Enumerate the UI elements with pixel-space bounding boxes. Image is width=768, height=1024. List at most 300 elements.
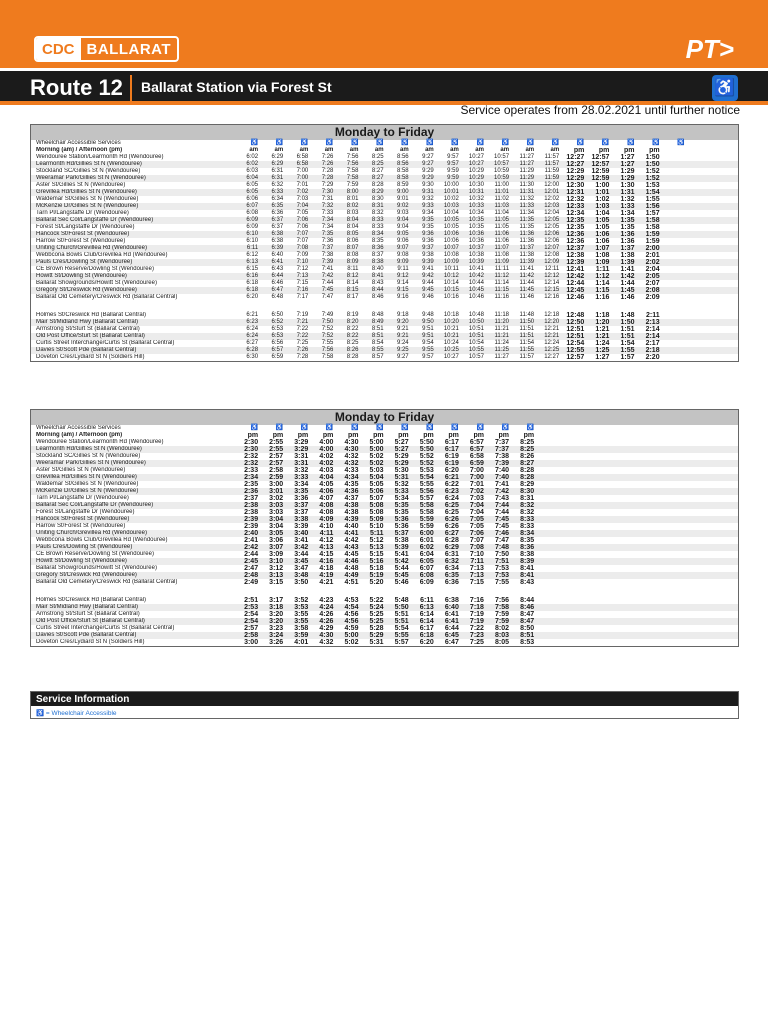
stop-name: McKenzie Dr/Gillies St N (Wendouree)	[36, 203, 139, 209]
departure-time	[688, 245, 713, 252]
departure-time: 8:41	[371, 273, 384, 279]
departure-time	[537, 565, 562, 572]
departure-time: 7:44	[321, 280, 334, 286]
departure-time: 10:31	[468, 189, 484, 195]
departure-time: 6:13	[246, 259, 259, 265]
departure-time: 4:02	[319, 460, 334, 467]
departure-time: 12:41	[566, 266, 585, 273]
departure-time: 11:54	[519, 340, 535, 346]
departure-time: 12:55	[566, 347, 585, 354]
period-cell: pm	[347, 432, 359, 439]
departure-time	[713, 530, 738, 537]
timetable-row	[31, 252, 738, 259]
departure-time	[537, 639, 562, 646]
departure-time	[713, 217, 738, 224]
departure-time	[612, 474, 637, 481]
departure-time	[537, 460, 562, 467]
departure-time: 1:36	[620, 238, 635, 245]
wheelchair-row-label: Wheelchair Accessible Services	[36, 140, 121, 146]
departure-time: 2:08	[645, 287, 660, 294]
departure-time: 1:35	[620, 217, 635, 224]
timetable-row	[31, 245, 738, 252]
departure-time: 8:08	[346, 252, 359, 258]
timetable-row	[31, 238, 738, 245]
wheelchair-icon: ♿	[451, 425, 459, 431]
departure-time: 8:12	[346, 273, 359, 279]
departure-time	[663, 481, 688, 488]
departure-time: 12:48	[566, 312, 585, 319]
departure-time: 8:51	[371, 326, 384, 332]
departure-time: 6:33	[271, 189, 284, 195]
departure-time: 6:35	[444, 572, 459, 579]
departure-time: 2:54	[244, 611, 259, 618]
departure-time	[688, 460, 713, 467]
departure-time: 12:07	[544, 245, 560, 251]
departure-time	[688, 154, 713, 161]
timetable-row	[31, 460, 738, 467]
departure-time: 5:52	[419, 460, 434, 467]
departure-time	[713, 597, 738, 604]
departure-time: 6:02	[419, 544, 434, 551]
departure-time: 5:10	[369, 523, 384, 530]
departure-time: 8:25	[346, 340, 359, 346]
departure-time: 6:24	[444, 495, 459, 502]
departure-time: 11:15	[494, 287, 510, 293]
departure-time: 5:27	[394, 439, 409, 446]
departure-time	[612, 639, 637, 646]
departure-time: 10:30	[468, 182, 484, 188]
departure-time: 8:56	[396, 154, 409, 160]
departure-time: 5:55	[394, 632, 409, 639]
period-cell: pm	[473, 432, 484, 439]
departure-time: 8:32	[371, 210, 384, 216]
departure-time: 12:09	[544, 259, 560, 265]
departure-time: 8:01	[346, 196, 359, 202]
departure-time: 2:39	[244, 516, 259, 523]
departure-time: 8:26	[520, 453, 535, 460]
departure-time	[612, 460, 637, 467]
route-destination: Ballarat Station via Forest St	[141, 79, 332, 95]
departure-time: 7:58	[346, 168, 359, 174]
departure-time: 5:48	[394, 597, 409, 604]
departure-time	[713, 354, 738, 361]
departure-time	[713, 280, 738, 287]
departure-time	[612, 502, 637, 509]
departure-time: 5:37	[394, 530, 409, 537]
departure-time	[638, 565, 663, 572]
departure-time: 2:55	[269, 439, 284, 446]
departure-time: 9:25	[396, 347, 409, 353]
departure-time: 8:19	[346, 312, 359, 318]
departure-time: 9:38	[422, 252, 434, 258]
departure-time: 7:40	[495, 467, 510, 474]
departure-time: 9:05	[396, 231, 409, 237]
departure-time: 2:07	[645, 280, 660, 287]
departure-time: 12:30	[566, 182, 585, 189]
departure-time	[713, 488, 738, 495]
departure-time: 8:29	[371, 189, 384, 195]
wheelchair-icon: ♿	[652, 140, 660, 146]
departure-time: 10:51	[468, 326, 484, 332]
departure-time	[688, 189, 713, 196]
service-information	[30, 691, 739, 719]
departure-time	[663, 572, 688, 579]
departure-time: 4:48	[344, 565, 359, 572]
departure-time	[688, 572, 713, 579]
departure-time: 10:16	[443, 294, 459, 300]
departure-time: 1:46	[620, 294, 635, 301]
departure-time: 6:11	[420, 597, 434, 604]
departure-time	[638, 467, 663, 474]
departure-time: 9:06	[396, 238, 409, 244]
departure-time	[562, 551, 587, 558]
departure-time: 2:38	[244, 509, 259, 516]
departure-time: 7:38	[321, 252, 334, 258]
departure-time	[612, 516, 637, 523]
departure-time	[688, 558, 713, 565]
departure-time: 1:45	[620, 287, 635, 294]
departure-time	[587, 530, 612, 537]
timetable-row	[31, 516, 738, 523]
wheelchair-icon: ♿	[627, 140, 635, 146]
departure-time: 2:32	[244, 453, 259, 460]
departure-time: 7:06	[296, 217, 309, 223]
departure-time	[713, 259, 738, 266]
timetable-row	[31, 604, 738, 611]
timetable-row	[31, 523, 738, 530]
stop-name: Grevillea Rd/Gillies St N (Wendouree)	[36, 474, 137, 480]
departure-time: 1:21	[595, 326, 610, 333]
departure-time: 5:30	[394, 467, 409, 474]
wheelchair-row	[31, 425, 738, 432]
timetable-row	[31, 488, 738, 495]
departure-time: 1:31	[620, 189, 635, 196]
departure-time	[638, 625, 663, 632]
departure-time	[663, 558, 688, 565]
timetable-row	[31, 502, 738, 509]
departure-time: 2:02	[645, 259, 660, 266]
wheelchair-icon: ♿	[300, 140, 309, 146]
departure-time	[713, 467, 738, 474]
departure-time	[688, 453, 713, 460]
period-cell: pm	[272, 432, 284, 439]
departure-time: 3:04	[269, 516, 284, 523]
stop-name: Webbcona Bowls Club/Grevillea Rd (Wendouree)	[36, 252, 168, 258]
departure-time	[537, 488, 562, 495]
departure-time: 7:46	[495, 530, 510, 537]
departure-time: 4:13	[319, 544, 334, 551]
departure-time: 5:29	[394, 460, 409, 467]
departure-time: 2:01	[645, 252, 660, 259]
departure-time: 7:59	[346, 182, 359, 188]
departure-time: 10:08	[443, 252, 459, 258]
wheelchair-icon: ♿	[677, 140, 685, 146]
departure-time: 8:56	[396, 161, 409, 167]
departure-time: 1:21	[595, 333, 610, 340]
departure-time	[663, 224, 688, 231]
timetable-row	[31, 597, 738, 604]
timetable-row	[31, 273, 738, 280]
departure-time: 4:38	[344, 509, 359, 516]
departure-time: 5:56	[419, 488, 434, 495]
departure-time: 3:02	[269, 495, 284, 502]
departure-time	[663, 312, 688, 319]
departure-time: 4:01	[294, 639, 309, 646]
period-row	[31, 432, 738, 439]
departure-time: 3:03	[269, 509, 284, 516]
stop-name: Pauls Cres/Dowling St (Wendouree)	[36, 259, 133, 265]
departure-time: 5:19	[369, 572, 384, 579]
departure-time: 11:45	[519, 287, 535, 293]
period-cell	[663, 432, 688, 439]
timetable-row	[31, 474, 738, 481]
timetable-row	[31, 196, 738, 203]
departure-time: 8:22	[346, 333, 359, 339]
departure-time: 1:39	[620, 259, 635, 266]
departure-time: 5:15	[369, 551, 384, 558]
departure-time	[663, 488, 688, 495]
period-cell: pm	[523, 432, 535, 439]
departure-time	[562, 597, 587, 604]
departure-time	[663, 604, 688, 611]
departure-time	[688, 273, 713, 280]
departure-time	[688, 333, 713, 340]
timetable-row	[31, 572, 738, 579]
departure-time: 3:15	[269, 579, 284, 586]
departure-time	[663, 530, 688, 537]
timetable-row	[31, 530, 738, 537]
departure-time	[587, 625, 612, 632]
departure-time: 6:44	[444, 625, 459, 632]
departure-time	[587, 618, 612, 625]
departure-time	[587, 572, 612, 579]
departure-time	[663, 439, 688, 446]
departure-time: 12:50	[566, 319, 585, 326]
departure-time: 8:26	[346, 347, 359, 353]
departure-time: 9:46	[422, 294, 434, 300]
departure-time: 12:00	[544, 182, 560, 188]
departure-time: 6:58	[469, 453, 484, 460]
departure-time: 4:06	[319, 488, 334, 495]
departure-time	[562, 544, 587, 551]
departure-time: 6:37	[271, 217, 284, 223]
departure-time: 12:16	[544, 294, 560, 300]
departure-time: 7:00	[469, 474, 484, 481]
departure-time: 9:44	[422, 280, 434, 286]
departure-time: 8:33	[371, 217, 384, 223]
departure-time	[587, 481, 612, 488]
departure-time	[688, 516, 713, 523]
departure-time: 6:34	[444, 565, 459, 572]
departure-time: 9:41	[422, 266, 434, 272]
departure-time	[638, 495, 663, 502]
departure-time: 6:38	[271, 238, 284, 244]
departure-time: 5:28	[369, 625, 384, 632]
departure-time: 12:29	[566, 175, 585, 182]
departure-time: 4:03	[319, 467, 334, 474]
departure-time	[713, 625, 738, 632]
departure-time: 2:40	[244, 530, 259, 537]
stop-name: Doveton Cres/Lydiard St N (Soldiers Hill)	[36, 354, 145, 360]
timetable-row	[31, 354, 738, 361]
departure-time: 7:16	[469, 597, 484, 604]
departure-time: 6:28	[246, 347, 259, 353]
departure-time: 5:58	[419, 509, 434, 516]
departure-time	[688, 354, 713, 361]
period-cell: pm	[247, 432, 259, 439]
departure-time: 5:02	[369, 460, 384, 467]
departure-time	[638, 544, 663, 551]
departure-time: 6:19	[444, 460, 459, 467]
departure-time: 1:06	[595, 231, 610, 238]
departure-time: 5:03	[369, 467, 384, 474]
departure-time: 2:13	[645, 319, 660, 326]
departure-time: 6:16	[246, 273, 259, 279]
period-cell: am	[399, 147, 409, 153]
departure-time	[713, 537, 738, 544]
departure-time	[612, 632, 637, 639]
departure-time: 8:40	[371, 266, 384, 272]
departure-time: 8:41	[520, 572, 535, 579]
departure-time: 6:29	[271, 161, 284, 167]
departure-time: 1:35	[620, 224, 635, 231]
departure-time: 12:57	[591, 154, 610, 161]
departure-time: 3:12	[269, 565, 284, 572]
timetable-monday-friday-morning	[30, 124, 739, 362]
departure-time	[638, 516, 663, 523]
departure-time	[638, 579, 663, 593]
departure-time: 7:22	[296, 333, 309, 339]
departure-time	[663, 551, 688, 558]
timetable-row	[31, 347, 738, 354]
departure-time	[713, 481, 738, 488]
departure-time: 12:06	[544, 231, 560, 237]
stop-name: Tarn Pl/Langstaffe Dr (Wendouree)	[36, 495, 129, 501]
departure-time	[688, 210, 713, 217]
departure-time: 11:04	[494, 210, 510, 216]
timetable-row	[31, 495, 738, 502]
departure-time: 11:35	[519, 217, 535, 223]
departure-time: 6:05	[419, 558, 434, 565]
departure-time: 5:35	[394, 509, 409, 516]
departure-time	[612, 481, 637, 488]
departure-time: 9:15	[396, 287, 409, 293]
departure-time: 1:08	[595, 252, 610, 259]
departure-time	[663, 182, 688, 189]
departure-time: 1:03	[595, 203, 610, 210]
departure-time: 8:09	[346, 259, 359, 265]
departure-time: 7:06	[469, 530, 484, 537]
departure-time: 6:22	[444, 481, 459, 488]
departure-time	[537, 516, 562, 523]
departure-time	[713, 203, 738, 210]
departure-time: 1:27	[620, 154, 635, 161]
departure-time: 8:25	[520, 439, 535, 446]
period-cell: am	[249, 147, 259, 153]
departure-time: 11:55	[519, 347, 535, 353]
departure-time: 1:33	[620, 203, 635, 210]
departure-time: 6:59	[469, 460, 484, 467]
timetable-row	[31, 579, 738, 593]
departure-time: 1:50	[645, 154, 660, 161]
departure-time	[537, 618, 562, 625]
departure-time: 6:20	[246, 294, 259, 300]
stop-name: Old Post Office/Sturt St (Ballarat Central)	[36, 618, 145, 624]
departure-time	[688, 175, 713, 182]
departure-time: 5:24	[369, 604, 384, 611]
departure-time: 4:42	[344, 537, 359, 544]
departure-time: 8:54	[371, 340, 384, 346]
departure-time	[612, 544, 637, 551]
departure-time: 3:37	[294, 509, 309, 516]
stop-name: Learmonth Rd/Gillies St N (Wendouree)	[36, 446, 142, 452]
departure-time	[663, 460, 688, 467]
departure-time: 6:18	[246, 280, 259, 286]
departure-time	[537, 572, 562, 579]
departure-time: 9:29	[422, 168, 434, 174]
departure-time: 3:38	[294, 516, 309, 523]
departure-time: 2:30	[244, 439, 259, 446]
departure-time	[663, 161, 688, 168]
departure-time	[612, 446, 637, 453]
departure-time	[537, 604, 562, 611]
departure-time	[562, 530, 587, 537]
timetable-row	[31, 266, 738, 273]
departure-time: 7:39	[495, 460, 510, 467]
departure-time: 7:04	[469, 509, 484, 516]
departure-time: 8:04	[346, 224, 359, 230]
departure-time: 7:00	[296, 175, 309, 181]
departure-time: 2:47	[244, 565, 259, 572]
departure-time	[537, 544, 562, 551]
departure-time: 7:12	[296, 266, 309, 272]
departure-time: 2:14	[645, 333, 660, 340]
period-cell	[663, 147, 688, 154]
departure-time: 6:27	[246, 340, 259, 346]
departure-time: 7:42	[495, 488, 510, 495]
stop-name: Wendouree Station/Learmonth Rd (Wendouree)	[36, 439, 164, 445]
departure-time: 12:03	[544, 203, 560, 209]
stop-name: Ballarat Sec Col/Langstaffe Dr (Wendouree)	[36, 217, 154, 223]
departure-time: 5:54	[394, 625, 409, 632]
departure-time: 4:30	[319, 632, 334, 639]
departure-time: 11:37	[519, 245, 535, 251]
departure-time: 9:35	[422, 217, 434, 223]
stop-name: Doveton Cres/Lydiard St N (Soldiers Hill)	[36, 639, 145, 645]
departure-time: 2:17	[645, 340, 660, 347]
departure-time: 3:24	[269, 632, 284, 639]
departure-time: 9:45	[422, 287, 434, 293]
stop-name: Ballarat Old Cemetery/Creswick Rd (Ballarat Central)	[36, 579, 178, 585]
departure-time: 10:27	[443, 354, 459, 360]
timetable-row	[31, 639, 738, 646]
departure-time: 6:41	[444, 618, 459, 625]
departure-time	[688, 481, 713, 488]
departure-time	[713, 639, 738, 646]
departure-time: 12:59	[591, 168, 610, 175]
departure-time: 8:02	[495, 625, 510, 632]
departure-time: 1:56	[645, 203, 660, 210]
departure-time: 10:21	[443, 326, 459, 332]
period-cell	[713, 147, 738, 154]
period-cell	[587, 432, 612, 439]
departure-time: 1:50	[620, 319, 635, 326]
departure-time: 7:56	[346, 161, 359, 167]
departure-time: 4:43	[344, 544, 359, 551]
departure-time: 6:47	[271, 287, 284, 293]
departure-time: 5:16	[369, 558, 384, 565]
departure-time: 7:50	[321, 319, 334, 325]
